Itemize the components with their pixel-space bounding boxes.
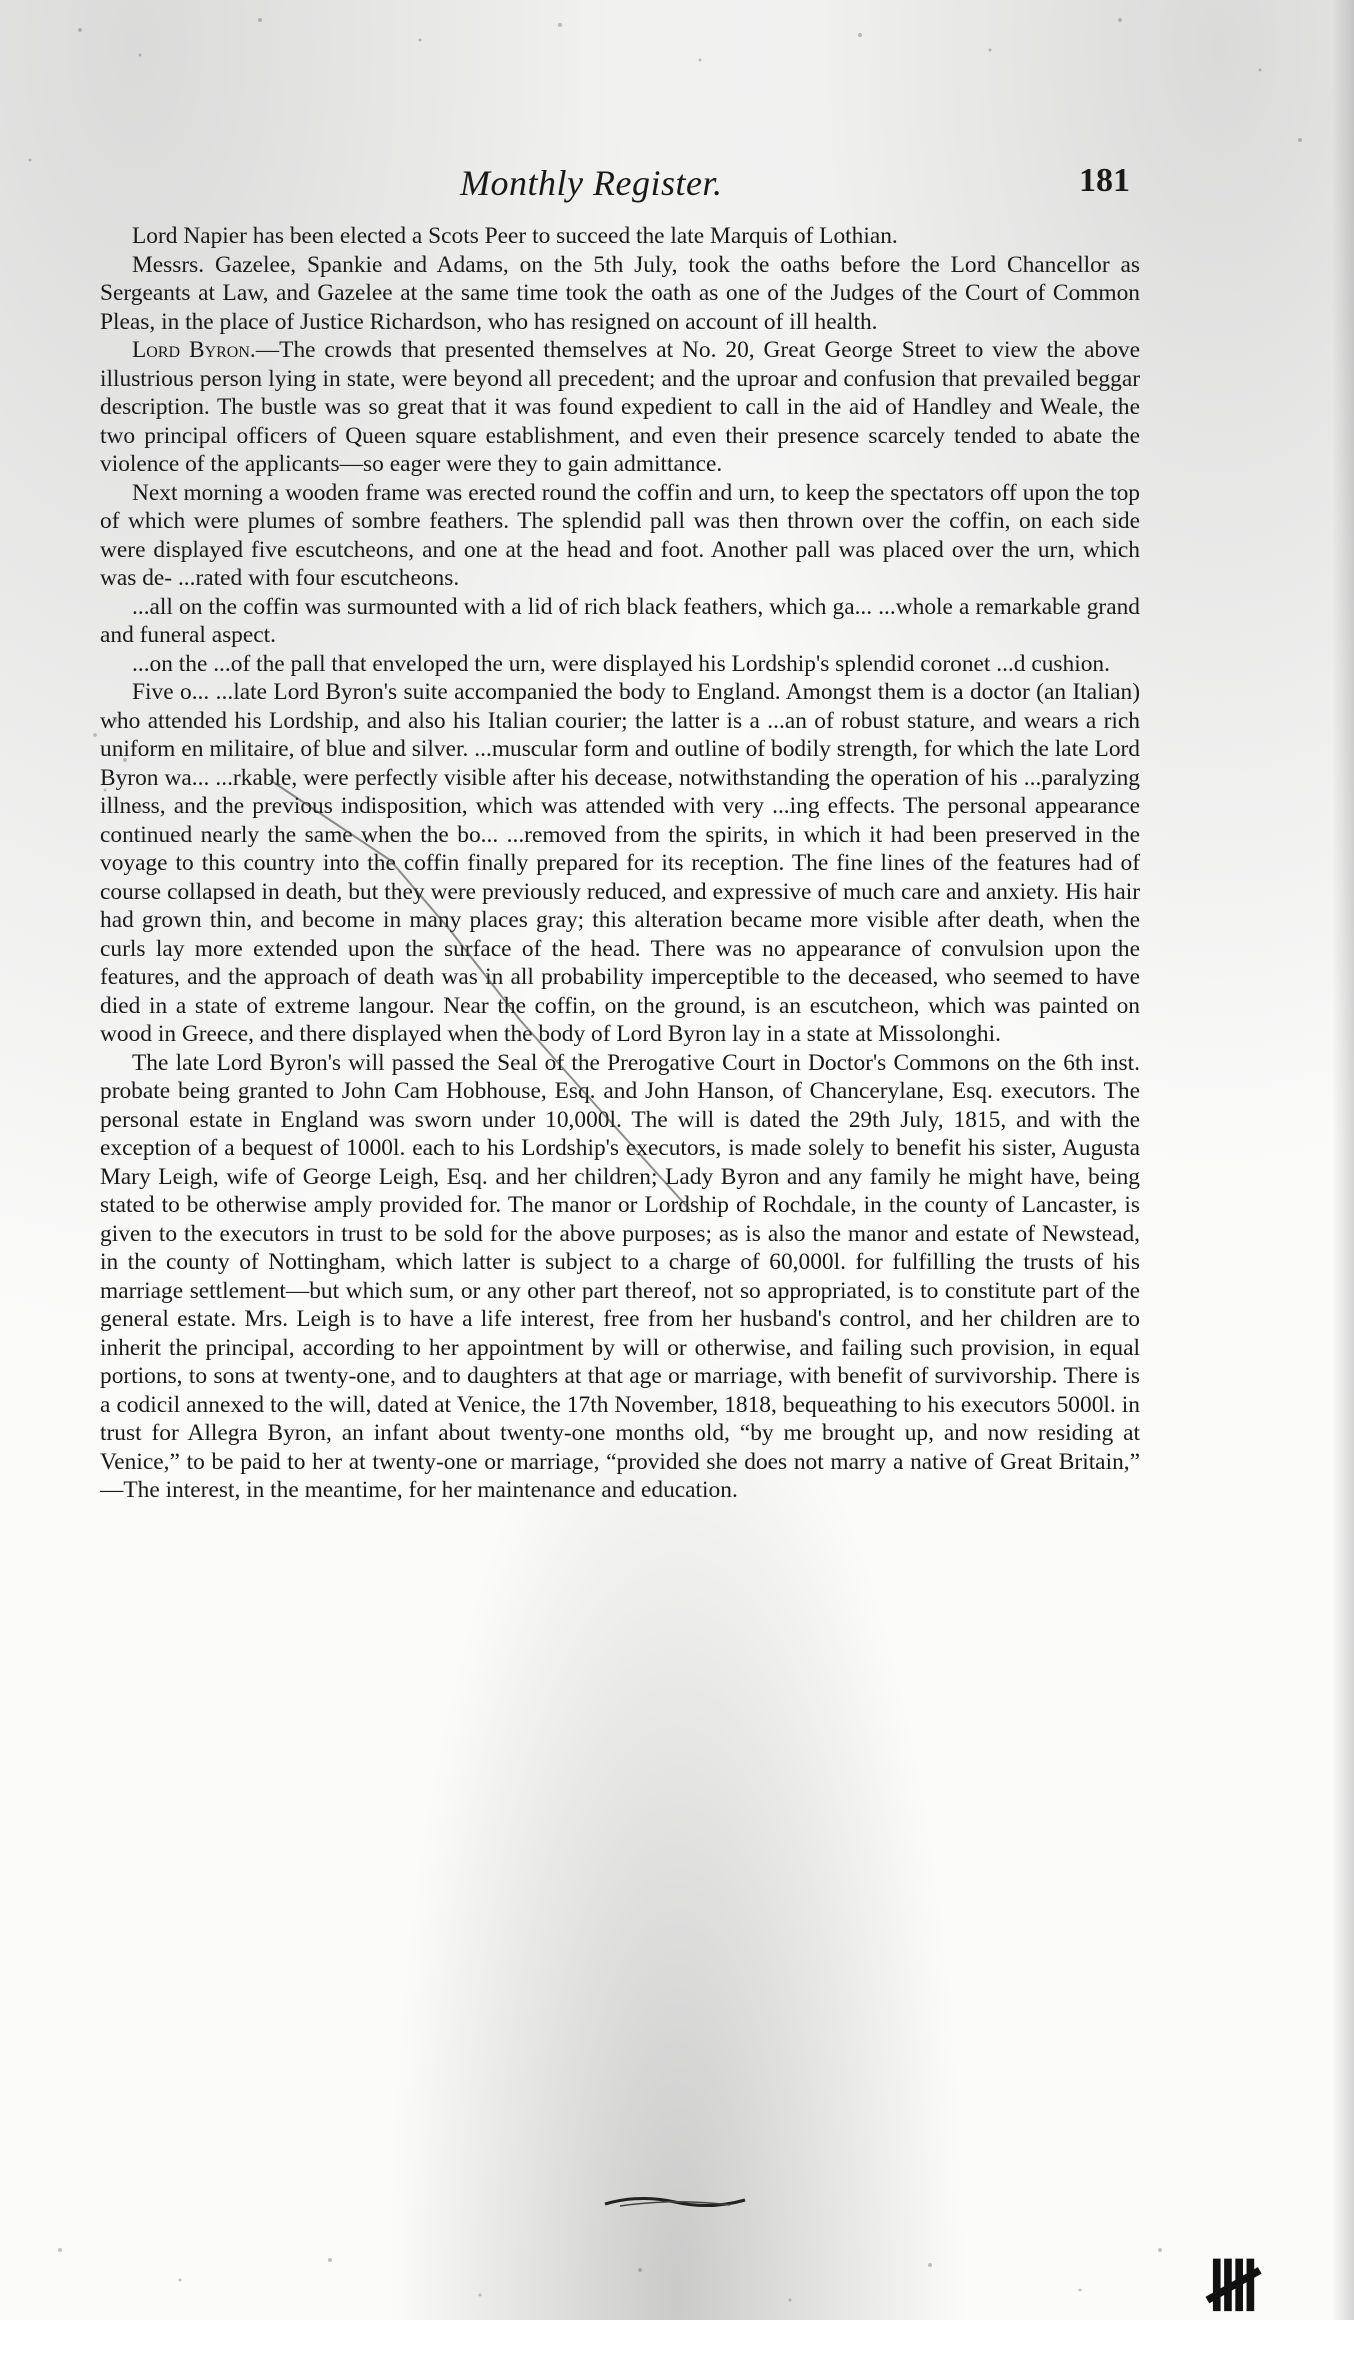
paragraph-sergeants (100, 251, 1140, 337)
paragraph-text: Five o... ...late Lord Byron's suite accompanied the body to England. Amongst them is a doctor (an Italian) who attended his Lordship, and also his Italian courier; the latter is a ...an of robust stature, and wears a rich uniform en militaire, of blue and silver. ...muscular form and outline of bodily strength, for which the late Lord Byron wa... ...rkable, were perfectly visible after his decease, notwithstanding the operation of his ...paralyzing illness, and the previous indisposition, which was attended with very ...ing effects. The personal appearance continued nearly the same when the bo... ...removed from the spirits, in which it had been preserved in the voyage to this country into the coffin finally prepared for its reception. The fine lines of the features had of course collapsed in death, but they were previously reduced, and expressive of much care and anxiety. His hair had grown thin, and become in many places gray; this alteration became more visible after death, when the curls lay more extended upon the surface of the head. There was no appearance of convulsion upon the features, and the approach of death was in all probability imperceptible to the deceased, who seemed to have died in a state of extreme langour. Near the coffin, on the ground, is an escutcheon, which was painted on wood in Greece, and there displayed when the body of Lord Byron lay in a state at Missolonghi. (100, 679, 1140, 1047)
paragraph-coronet (100, 650, 1140, 679)
paragraph-suite (100, 678, 1140, 1049)
paragraph-text: The late Lord Byron's will passed the Seal of the Prerogative Court in Doctor's Commons on the 6th inst. probate being granted to John Cam Hobhouse, Esq. and John Hanson, of Chancerylane, Esq. executors. The personal estate in England was sworn under 10,000l. The will is dated the 29th July, 1815, and with the exception of a bequest of 1000l. each to his Lordship's executors, is made solely to benefit his sister, Augusta Mary Leigh, wife of George Leigh, Esq. and her children; Lady Byron and any family he might have, being stated to be otherwise amply provided for. The manor or Lordship of Rochdale, in the county of Lancaster, is given to the executors in trust to be sold for the above purposes; as is also the manor and estate of Newstead, in the county of Nottingham, which latter is subject to a charge of 60,000l. for fulfilling the trusts of his marriage settlement—but which sum, or any other part thereof, not so appropriated, is to constitute part of the general estate. Mrs. Leigh is to have a life interest, free from her husband's control, and her children are to inherit the principal, according to her appointment by will or otherwise, and failing such provision, in equal portions, to sons at twenty-one, and to daughters at that age or marriage, with benefit of survivorship. There is a codicil annexed to the will, dated at Venice, the 17th November, 1818, bequeathing to his executors 5000l. in trust for Allegra Byron, an infant about twenty-one months old, “by me brought up, and now residing at Venice,” to be paid to her at twenty-one or marriage, “provided she does not marry a native of Great Britain,” —The interest, in the meantime, for her maintenance and education. (100, 1049, 1140, 1503)
running-title: Monthly Register. (460, 163, 723, 203)
page-header (150, 162, 1130, 202)
paragraph-napier (100, 222, 1140, 251)
article-body (100, 222, 1140, 1505)
paragraph-wooden-frame (100, 479, 1140, 593)
tally-mark: 𝍸 (1205, 2249, 1257, 2326)
paragraph-feathers (100, 593, 1140, 650)
ornament-rule (600, 2192, 750, 2212)
paragraph-lord-byron-crowds (100, 336, 1140, 479)
section-lead: Lord Byron. (132, 337, 256, 363)
paragraph-will (100, 1049, 1140, 1505)
paragraph-text: ...all on the coffin was surmounted with a lid of rich black feathers, which ga... ...whole a remarkable grand and funeral aspect. (100, 593, 1140, 648)
paragraph-text: ...on the ...of the pall that enveloped the urn, were displayed his Lordship's splendid coronet ...d cushion. (132, 650, 1110, 677)
page-number: 181 (1079, 162, 1130, 199)
paragraph-text: —The crowds that presented themselves at No. 20, Great George Street to view the above illustrious person lying in state, were beyond all precedent; and the uproar and confusion that prevailed beggar description. The bustle was so great that it was found expedient to call in the aid of Handley and Weale, the two principal officers of Queen square establishment, and even their presence scarcely tended to abate the violence of the applicants—so eager were they to gain admittance. (100, 337, 1140, 477)
page-edge-shadow (1332, 0, 1354, 2320)
paragraph-text: Messrs. Gazelee, Spankie and Adams, on the 5th July, took the oaths before the Lord Chancellor as Sergeants at Law, and Gazelee at the same time took the oath as one of the Judges of the Court of Common Pleas, in the place of Justice Richardson, who has resigned on account of ill health. (100, 251, 1140, 335)
paragraph-text: Next morning a wooden frame was erected round the coffin and urn, to keep the spectators off upon the top of which were plumes of sombre feathers. The splendid pall was then thrown over the coffin, on each side were displayed five escutcheons, and one at the head and foot. Another pall was placed over the urn, which was de- ...rated with four escutcheons. (100, 479, 1140, 591)
paragraph-text: Lord Napier has been elected a Scots Peer to succeed the late Marquis of Lothian. (132, 223, 898, 249)
